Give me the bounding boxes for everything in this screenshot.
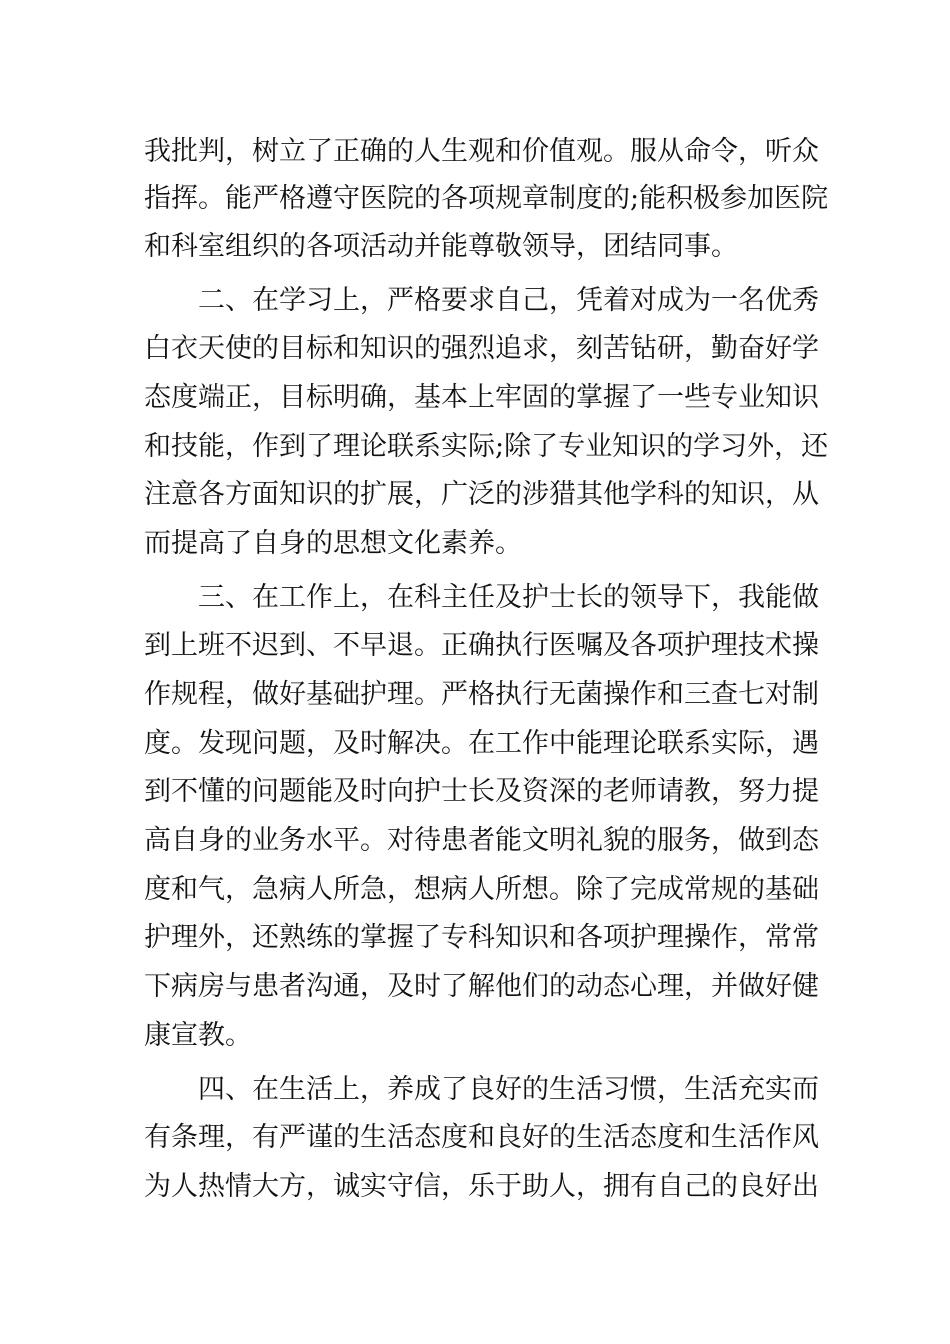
paragraph-start-line: 三、在工作上，在科主任及护士长的领导下，我能做: [198, 582, 819, 613]
text-line: 到上班不迟到、不早退。正确执行医嘱及各项护理技术操: [144, 630, 819, 661]
text-line: 为人热情大方，诚实守信，乐于助人，拥有自己的良好出: [144, 1171, 819, 1202]
text-line: 下病房与患者沟通，及时了解他们的动态心理，并做好健: [144, 971, 819, 1002]
text-line: 而提高了自身的思想文化素养。: [144, 528, 522, 559]
text-line: 和技能，作到了理论联系实际;除了专业知识的学习外，还: [144, 431, 829, 462]
text-line: 和科室组织的各项活动并能尊敬领导，团结同事。: [144, 231, 738, 262]
text-line: 护理外，还熟练的掌握了专科知识和各项护理操作，常常: [144, 922, 819, 953]
text-line: 注意各方面知识的扩展，广泛的涉猎其他学科的知识，从: [144, 479, 819, 510]
paragraph-start-line: 四、在生活上，养成了良好的生活习惯，生活充实而: [198, 1074, 819, 1105]
text-line: 白衣天使的目标和知识的强烈追求，刻苦钻研，勤奋好学: [144, 333, 819, 364]
text-line: 高自身的业务水平。对待患者能文明礼貌的服务，做到态: [144, 825, 819, 856]
text-line: 指挥。能严格遵守医院的各项规章制度的;能积极参加医院: [144, 183, 829, 214]
text-line: 有条理，有严谨的生活态度和良好的生活态度和生活作风: [144, 1122, 819, 1153]
text-line: 度和气，急病人所急，想病人所想。除了完成常规的基础: [144, 874, 819, 905]
text-line: 态度端正，目标明确，基本上牢固的掌握了一些专业知识: [144, 382, 819, 413]
text-line: 我批判，树立了正确的人生观和价值观。服从命令，听众: [144, 136, 819, 167]
text-line: 到不懂的问题能及时向护士长及资深的老师请教，努力提: [144, 776, 819, 807]
text-line: 康宣教。: [144, 1020, 252, 1051]
text-line: 作规程，做好基础护理。严格执行无菌操作和三查七对制: [144, 679, 819, 710]
paragraph-start-line: 二、在学习上，严格要求自己，凭着对成为一名优秀: [198, 285, 819, 316]
text-line: 度。发现问题，及时解决。在工作中能理论联系实际，遇: [144, 728, 819, 759]
